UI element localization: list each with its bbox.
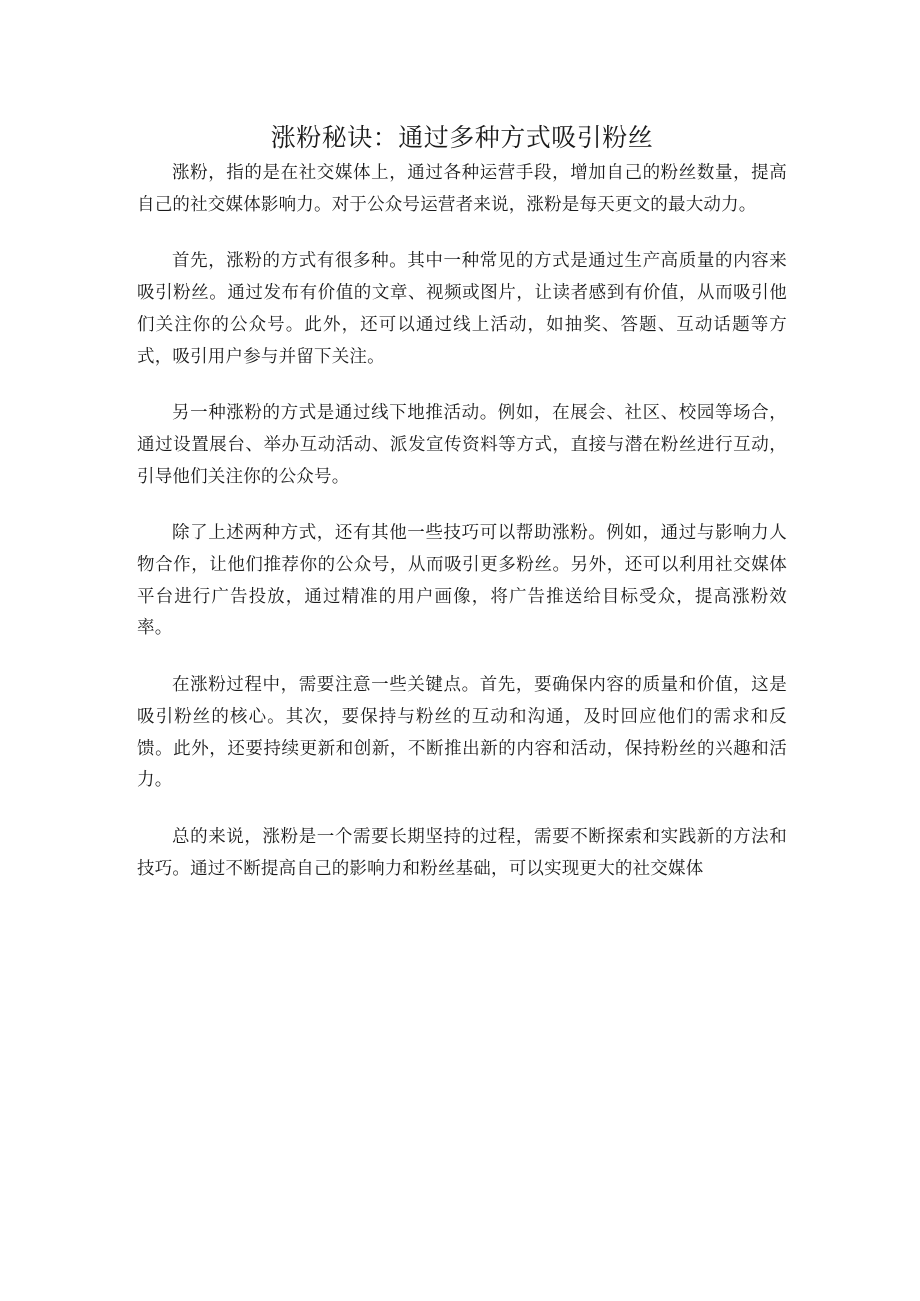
paragraph-5: 在涨粉过程中，需要注意一些关键点。首先，要确保内容的质量和价值，这是吸引粉丝的核心。其次，要保持与粉丝的互动和沟通，及时回应他们的需求和反馈。此外，还要持续更新和创新，不断推出新的内容和活动，保持粉丝的兴趣和活力。 bbox=[137, 675, 787, 791]
paragraph-6: 总的来说，涨粉是一个需要长期坚持的过程，需要不断探索和实践新的方法和技巧。通过不断提高自己的影响力和粉丝基础，可以实现更大的社交媒体 bbox=[137, 826, 787, 879]
paragraph-2: 首先，涨粉的方式有很多种。其中一种常见的方式是通过生产高质量的内容来吸引粉丝。通过发布有价值的文章、视频或图片，让读者感到有价值，从而吸引他们关注你的公众号。此外，还可以通过线上活动，如抽奖、答题、互动话题等方式，吸引用户参与并留下关注。 bbox=[137, 251, 787, 367]
paragraph-4: 除了上述两种方式，还有其他一些技巧可以帮助涨粉。例如，通过与影响力人物合作，让他们推荐你的公众号，从而吸引更多粉丝。另外，还可以利用社交媒体平台进行广告投放，通过精准的用户画像，将广告推送给目标受众，提高涨粉效率。 bbox=[137, 523, 787, 639]
paragraph-1: 涨粉，指的是在社交媒体上，通过各种运营手段，增加自己的粉丝数量，提高自己的社交媒体影响力。对于公众号运营者来说，涨粉是每天更文的最大动力。 bbox=[137, 163, 787, 215]
document-body bbox=[137, 158, 787, 885]
document-page bbox=[137, 118, 787, 885]
document-title: 涨粉秘诀：通过多种方式吸引粉丝 bbox=[270, 123, 654, 152]
paragraph-3: 另一种涨粉的方式是通过线下地推活动。例如，在展会、社区、校园等场合，通过设置展台、举办互动活动、派发宣传资料等方式，直接与潜在粉丝进行互动，引导他们关注你的公众号。 bbox=[137, 403, 787, 487]
